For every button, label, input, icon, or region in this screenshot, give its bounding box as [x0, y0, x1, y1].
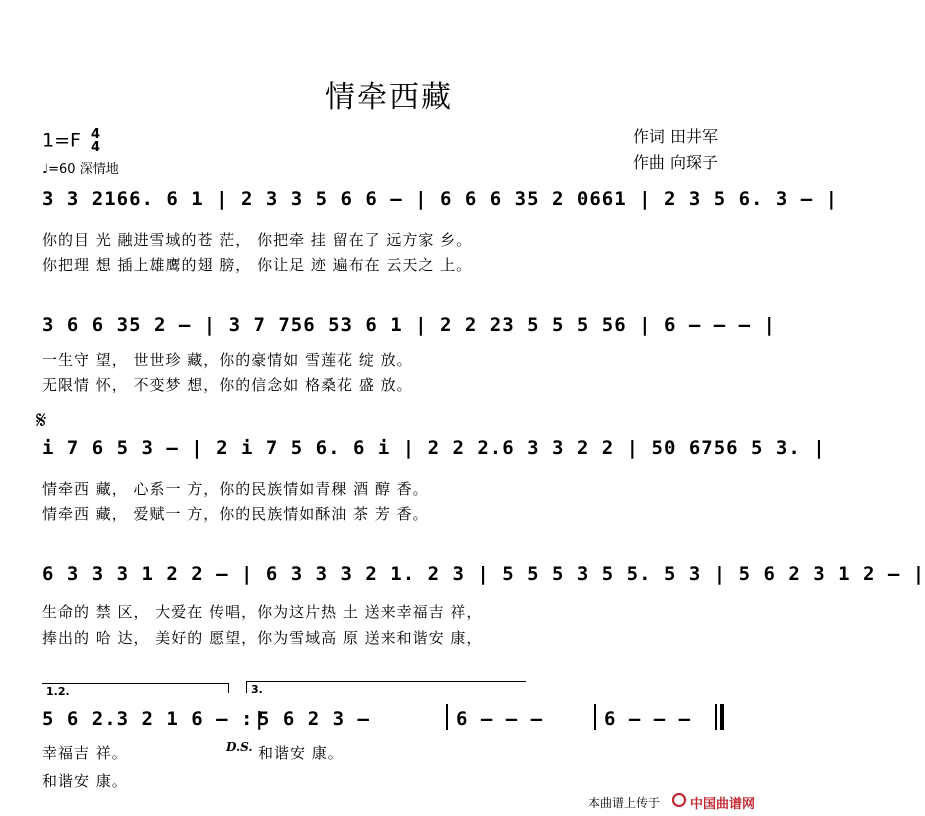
system-5-lyrics-verse-2: 和谐安 康。: [42, 772, 128, 790]
site-name[interactable]: 中国曲谱网: [690, 797, 756, 812]
segno-sign: 𝄋: [36, 406, 47, 434]
time-bottom: 4: [90, 140, 101, 155]
system-3-notes: i 7 6 5 3 – | 2 i 7 5 6. 6 i | 2 2 2.6 3 3 2 2 | 50 6756 5 3. |: [42, 437, 826, 459]
system-1-lyrics-verse-1: 你的目 光 融进雪域的苍 茫， 你把牵 挂 留在了 远方家 乡。: [42, 231, 473, 249]
system-5-lyrics-verse-1: 幸福吉 祥。: [42, 744, 128, 762]
system-2-lyrics-verse-1: 一生守 望， 世世珍 藏，你的豪情如 雪莲花 绽 放。: [42, 351, 413, 369]
system-5-ending-2-notes: 5 6 2 3 –: [258, 708, 370, 730]
barline: [594, 704, 596, 730]
system-5-measure-3-notes: 6 – – –: [456, 708, 544, 730]
time-top: 4: [90, 127, 101, 142]
barline: [446, 704, 448, 730]
volta-2-bracket-start: [246, 681, 247, 693]
system-5-lyrics-ending-2: 和谐安 康。: [258, 744, 344, 762]
lyricist-credit: 作词 田井军: [632, 127, 718, 146]
system-5-measure-4-notes: 6 – – –: [604, 708, 692, 730]
site-logo-icon: [672, 793, 686, 807]
volta-1-bracket: [42, 683, 228, 684]
system-3-lyrics-verse-2: 情牵西 藏， 爱赋一 方，你的民族情如酥油 茶 芳 香。: [42, 505, 429, 523]
system-4-notes: 6 3 3 3 1 2 2 – | 6 3 3 3 2 1. 2 3 | 5 5 5 3 5 5. 5 3 | 5 6 2 3 1 2 – |: [42, 563, 925, 585]
volta-1-bracket-end: [228, 683, 229, 693]
volta-1-label: 1.2.: [46, 685, 70, 698]
system-5-ending-1-notes: 5 6 2.3 2 1 6 – :|: [42, 708, 266, 730]
system-4-lyrics-verse-1: 生命的 禁 区， 大爱在 传唱，你为这片热 土 送来幸福吉 祥，: [42, 603, 483, 621]
final-barline-thick: [720, 704, 724, 730]
volta-2-bracket: [246, 681, 526, 682]
song-title: 情牵西藏: [325, 80, 453, 115]
system-4-lyrics-verse-2: 捧出的 哈 达， 美好的 愿望，你为雪域高 原 送来和谐安 康，: [42, 629, 483, 647]
system-1-lyrics-verse-2: 你把理 想 插上雄鹰的翅 膀， 你让足 迹 遍布在 云天之 上。: [42, 256, 473, 274]
system-1-notes: 3 3 2166. 6 1 | 2 3 3 5 6 6 – | 6 6 6 35 2 0661 | 2 3 5 6. 3 – |: [42, 188, 839, 210]
dal-segno-marking: D.S.: [226, 740, 253, 754]
system-2-notes: 3 6 6 35 2 – | 3 7 756 53 6 1 | 2 2 23 5 5 5 56 | 6 – – – |: [42, 314, 776, 336]
footer-upload-text: 本曲谱上传于: [588, 796, 661, 810]
composer-credit: 作曲 向琛子: [632, 153, 718, 172]
tempo-marking: ♩=60 深情地: [42, 162, 119, 177]
system-3-lyrics-verse-1: 情牵西 藏， 心系一 方，你的民族情如青稞 酒 醇 香。: [42, 480, 429, 498]
system-2-lyrics-verse-2: 无限情 怀， 不变梦 想，你的信念如 格桑花 盛 放。: [42, 376, 413, 394]
final-barline-thin: [715, 704, 717, 730]
volta-2-label: 3.: [251, 683, 263, 696]
key-label: 1=F: [42, 129, 81, 152]
key-signature: [42, 128, 100, 154]
time-signature: [91, 128, 100, 154]
